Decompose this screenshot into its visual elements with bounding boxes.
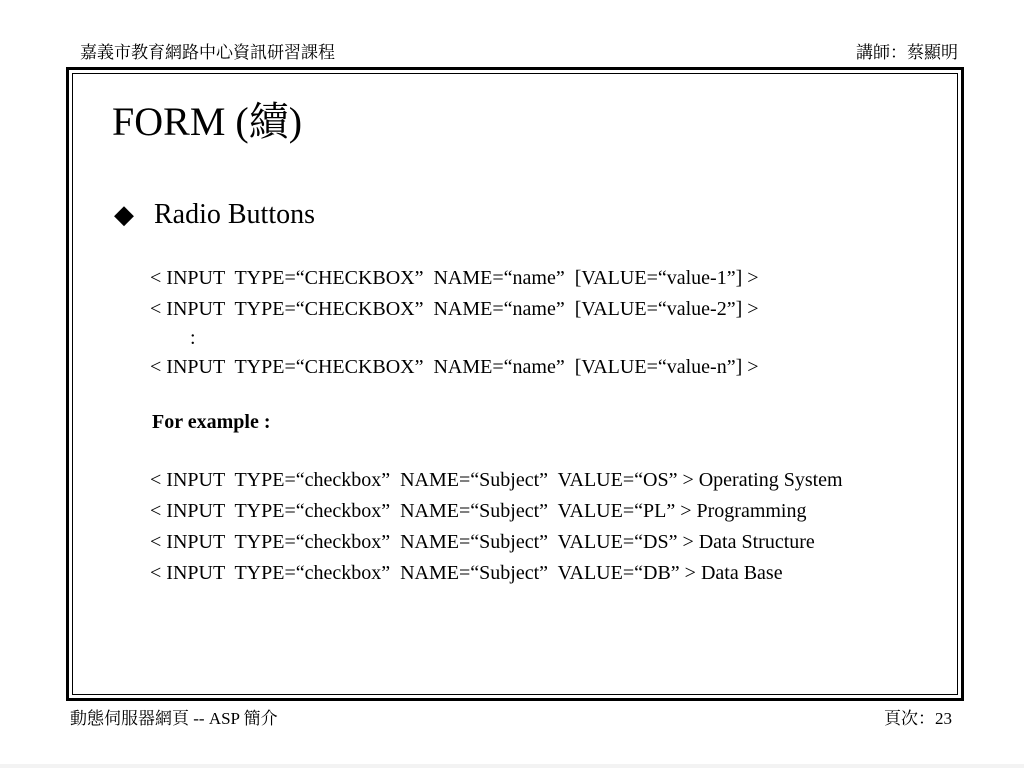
example-line: < INPUT TYPE=“checkbox” NAME=“Subject” VALUE=“OS” > Operating System [150, 469, 843, 491]
example-label: For example : [152, 411, 271, 433]
example-line: < INPUT TYPE=“checkbox” NAME=“Subject” VALUE=“PL” > Programming [150, 500, 807, 522]
bottom-divider [0, 764, 1024, 768]
syntax-ellipsis: : [190, 327, 196, 349]
example-line: < INPUT TYPE=“checkbox” NAME=“Subject” VALUE=“DB” > Data Base [150, 562, 783, 584]
syntax-line: < INPUT TYPE=“CHECKBOX” NAME=“name” [VALUE=“value-1”] > [150, 267, 759, 289]
slide-frame [66, 67, 964, 701]
syntax-line: < INPUT TYPE=“CHECKBOX” NAME=“name” [VALUE=“value-2”] > [150, 298, 759, 320]
syntax-line: < INPUT TYPE=“CHECKBOX” NAME=“name” [VALUE=“value-n”] > [150, 356, 759, 378]
bullet-heading [114, 198, 315, 232]
slide-frame-inner [72, 73, 958, 695]
course-title: 嘉義市教育網路中心資訊研習課程 [80, 43, 335, 62]
diamond-icon: ◆ [114, 200, 134, 229]
page-number: 頁次：23 [884, 709, 952, 728]
example-line: < INPUT TYPE=“checkbox” NAME=“Subject” VALUE=“DS” > Data Structure [150, 531, 815, 553]
slide-title: FORM (續) [112, 99, 303, 144]
instructor-name: 講師：蔡顯明 [856, 43, 958, 62]
bullet-text: Radio Buttons [154, 199, 316, 230]
footer-topic: 動態伺服器網頁 -- ASP 簡介 [70, 709, 278, 728]
